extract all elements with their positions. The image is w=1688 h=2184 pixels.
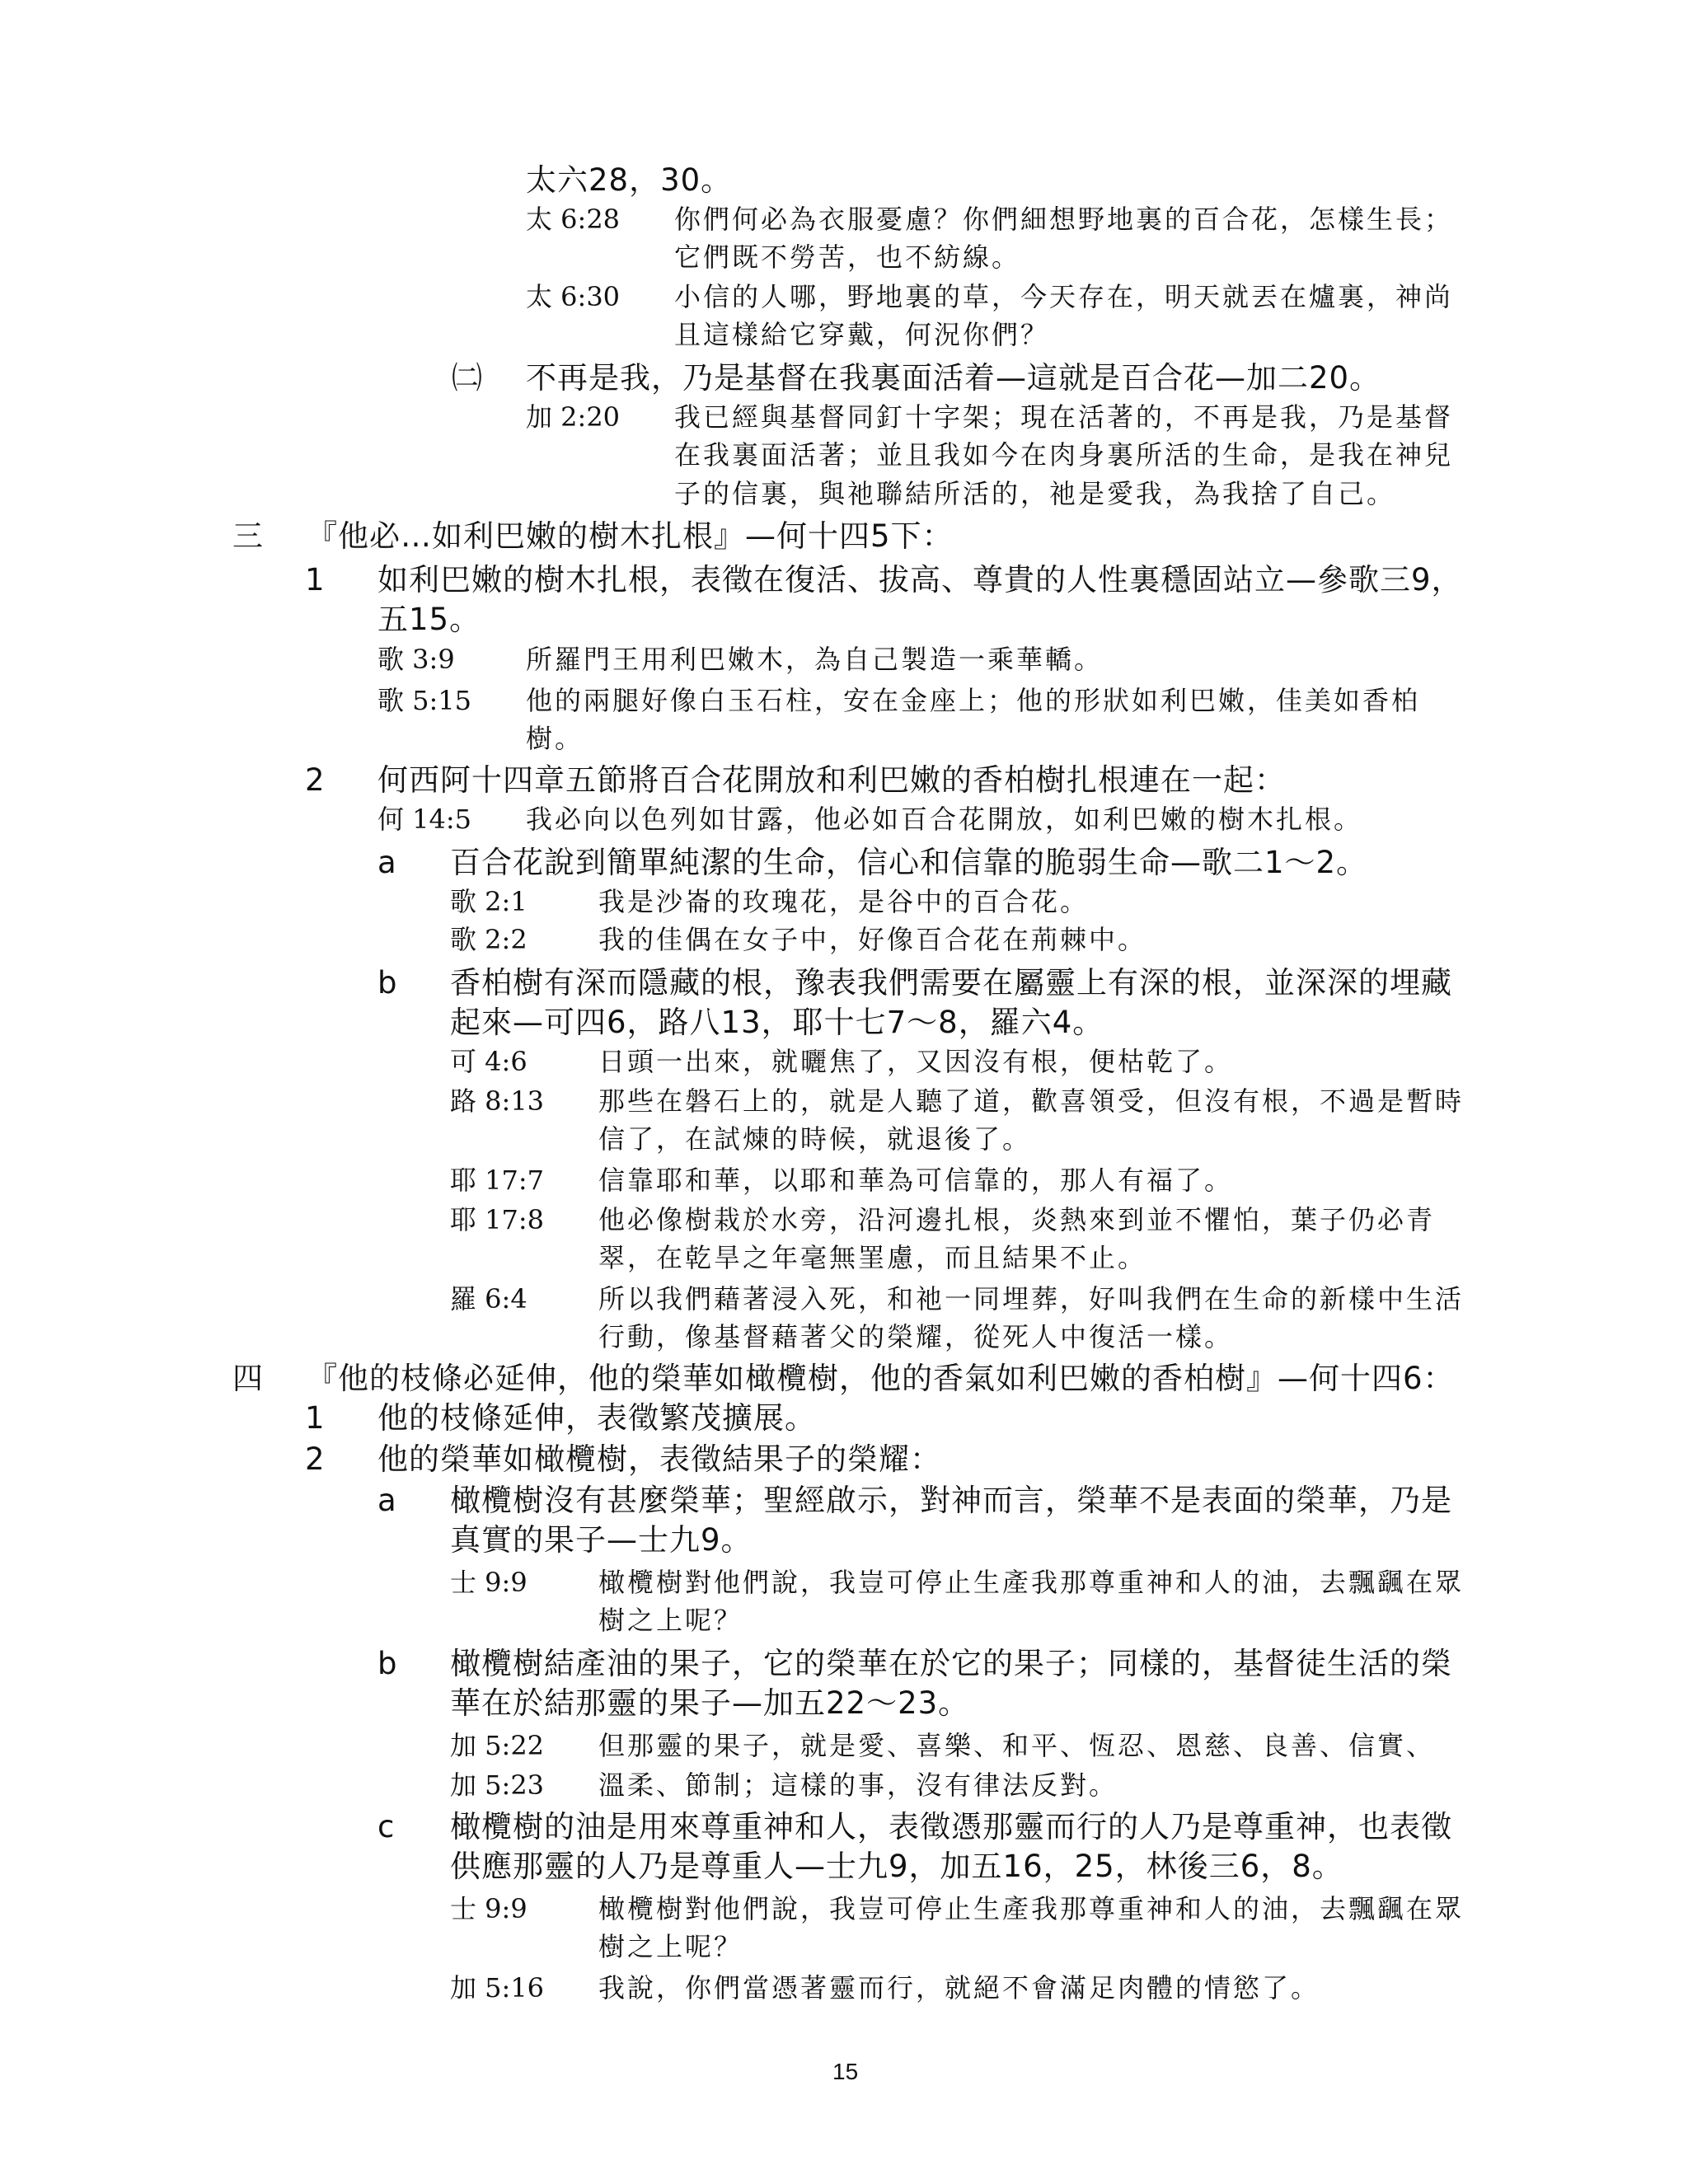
outline-point: 起來—可四6，路八13，耶十七7～8，羅六4。 (450, 1005, 1104, 1040)
verse-ref: 歌 2:2 (450, 924, 528, 955)
outline-marker: a (377, 1483, 396, 1518)
verse-text: 信靠耶和華，以耶和華為可信靠的，那人有福了。 (598, 1165, 1234, 1196)
verse-text: 我已經與基督同釘十字架；現在活著的，不再是我，乃是基督 (674, 401, 1454, 433)
verse-ref: 羅 6:4 (450, 1283, 528, 1315)
outline-heading: 『他必…如利巴嫩的樹木扎根』—何十四5下： (307, 518, 954, 554)
verse-text: 他必像樹栽於水旁，沿河邊扎根，炎熱來到並不懼怕，葉子仍必青 (598, 1204, 1436, 1235)
outline-point: 他的枝條延伸，表徵繁茂擴展。 (377, 1400, 816, 1436)
outline-point: 橄欖樹的油是用來尊重神和人，表徵憑那靈而行的人乃是尊重神，也表徵 (450, 1809, 1452, 1844)
verse-ref: 太 6:30 (526, 281, 621, 312)
verse-text: 信了，在試煉的時候，就退後了。 (598, 1123, 1032, 1155)
outline-marker: ㈡ (452, 360, 482, 396)
verse-text: 所以我們藉著浸入死，和祂一同埋葬，好叫我們在生命的新樣中生活 (598, 1283, 1465, 1315)
verse-ref: 歌 2:1 (450, 886, 528, 917)
verse-text: 且這樣給它穿戴，何況你們？ (674, 319, 1050, 350)
outline-point: 如利巴嫩的樹木扎根，表徵在復活、拔高、尊貴的人性裏穩固站立—參歌三9， (377, 562, 1463, 598)
outline-point: 何西阿十四章五節將百合花開放和利巴嫩的香柏樹扎根連在一起： (377, 762, 1286, 798)
verse-text: 我的佳偶在女子中，好像百合花在荊棘中。 (598, 924, 1147, 955)
outline-point: 香柏樹有深而隱藏的根，豫表我們需要在屬靈上有深的根，並深深的埋藏 (450, 965, 1452, 1001)
verse-text: 小信的人哪，野地裏的草，今天存在，明天就丟在爐裏，神尚 (674, 281, 1454, 312)
verse-text: 我說，你們當憑著靈而行，就絕不會滿足肉體的情慾了。 (598, 1972, 1320, 2004)
outline-point: 橄欖樹結產油的果子，它的榮華在於它的果子；同樣的，基督徒生活的榮 (450, 1646, 1452, 1681)
verse-text: 樹之上呢？ (598, 1605, 743, 1636)
outline-point: 華在於結那靈的果子—加五22～23。 (450, 1685, 970, 1721)
outline-marker: a (377, 845, 396, 880)
verse-ref: 加 5:16 (450, 1972, 545, 2004)
verse-ref: 歌 3:9 (377, 644, 455, 675)
verse-text: 日頭一出來，就曬焦了，又因沒有根，便枯乾了。 (598, 1046, 1234, 1077)
outline-marker: 1 (305, 1400, 325, 1436)
outline-marker: 1 (305, 562, 325, 598)
outline-marker: b (377, 965, 397, 1001)
page-number: 15 (832, 2059, 859, 2084)
verse-ref: 士 9:9 (450, 1893, 528, 1924)
outline-marker: 三 (232, 518, 263, 554)
outline-point: 百合花說到簡單純潔的生命，信心和信靠的脆弱生命—歌二1～2。 (450, 845, 1368, 880)
verse-ref: 何 14:5 (377, 804, 472, 835)
verse-text: 樹之上呢？ (598, 1931, 743, 1962)
verse-text: 但那靈的果子，就是愛、喜樂、和平、恆忍、恩慈、良善、信實、 (598, 1730, 1436, 1761)
verse-ref: 耶 17:7 (450, 1165, 545, 1196)
verse-ref: 太 6:28 (526, 204, 621, 235)
verse-ref: 加 2:20 (526, 401, 621, 433)
verse-text: 所羅門王用利巴嫩木，為自己製造一乘華轎。 (526, 644, 1104, 675)
verse-text: 行動，像基督藉著父的榮耀，從死人中復活一樣。 (598, 1321, 1234, 1352)
verse-text: 他的兩腿好像白玉石柱，安在金座上；他的形狀如利巴嫩，佳美如香柏 (526, 685, 1421, 716)
verse-ref: 耶 17:8 (450, 1204, 545, 1235)
verse-ref: 加 5:23 (450, 1769, 545, 1801)
verse-ref: 歌 5:15 (377, 685, 472, 716)
verse-ref: 加 5:22 (450, 1730, 545, 1761)
verse-text: 子的信裏，與祂聯結所活的，祂是愛我，為我捨了自己。 (674, 478, 1396, 509)
outline-heading: 『他的枝條必延伸，他的榮華如橄欖樹，他的香氣如利巴嫩的香柏樹』—何十四6： (307, 1361, 1455, 1396)
outline-marker: c (377, 1809, 395, 1844)
verse-ref: 士 9:9 (450, 1567, 528, 1598)
verse-text: 我是沙崙的玫瑰花，是谷中的百合花。 (598, 886, 1090, 917)
outline-point: 供應那靈的人乃是尊重人—士九9，加五16，25，林後三6，8。 (450, 1849, 1343, 1884)
outline-point: 他的榮華如橄欖樹，表徵結果子的榮耀： (377, 1441, 941, 1477)
outline-point: 不再是我，乃是基督在我裏面活着—這就是百合花—加二20。 (526, 360, 1381, 396)
verse-ref: 可 4:6 (450, 1046, 528, 1077)
verse-text: 它們既不勞苦，也不紡線。 (674, 241, 1021, 273)
verse-text: 橄欖樹對他們說，我豈可停止生產我那尊重神和人的油，去飄颻在眾 (598, 1893, 1465, 1924)
outline-marker: 2 (305, 1441, 325, 1477)
outline-marker: 四 (232, 1361, 263, 1396)
outline-marker: 2 (305, 762, 325, 798)
outline-point: 真實的果子—士九9。 (450, 1522, 753, 1558)
verse-text: 你們何必為衣服憂慮？你們細想野地裏的百合花，怎樣生長； (674, 204, 1454, 235)
verse-text: 在我裏面活著；並且我如今在肉身裏所活的生命，是我在神兒 (674, 439, 1454, 471)
verse-text: 橄欖樹對他們說，我豈可停止生產我那尊重神和人的油，去飄颻在眾 (598, 1567, 1465, 1598)
outline-point: 五15。 (377, 602, 481, 637)
outline-point: 橄欖樹沒有甚麼榮華；聖經啟示，對神而言，榮華不是表面的榮華，乃是 (450, 1483, 1452, 1518)
outline-marker: b (377, 1646, 397, 1681)
verse-text: 我必向以色列如甘露，他必如百合花開放，如利巴嫩的樹木扎根。 (526, 804, 1363, 835)
verse-text: 翠，在乾旱之年毫無罣慮，而且結果不止。 (598, 1242, 1147, 1273)
verse-text: 那些在磐石上的，就是人聽了道，歡喜領受，但沒有根，不過是暫時 (598, 1085, 1465, 1117)
verse-text: 溫柔、節制；這樣的事，沒有律法反對。 (598, 1769, 1118, 1801)
verse-ref: 路 8:13 (450, 1085, 545, 1117)
verse-text: 樹。 (526, 723, 584, 754)
line: 太六28，30。 (526, 162, 733, 198)
